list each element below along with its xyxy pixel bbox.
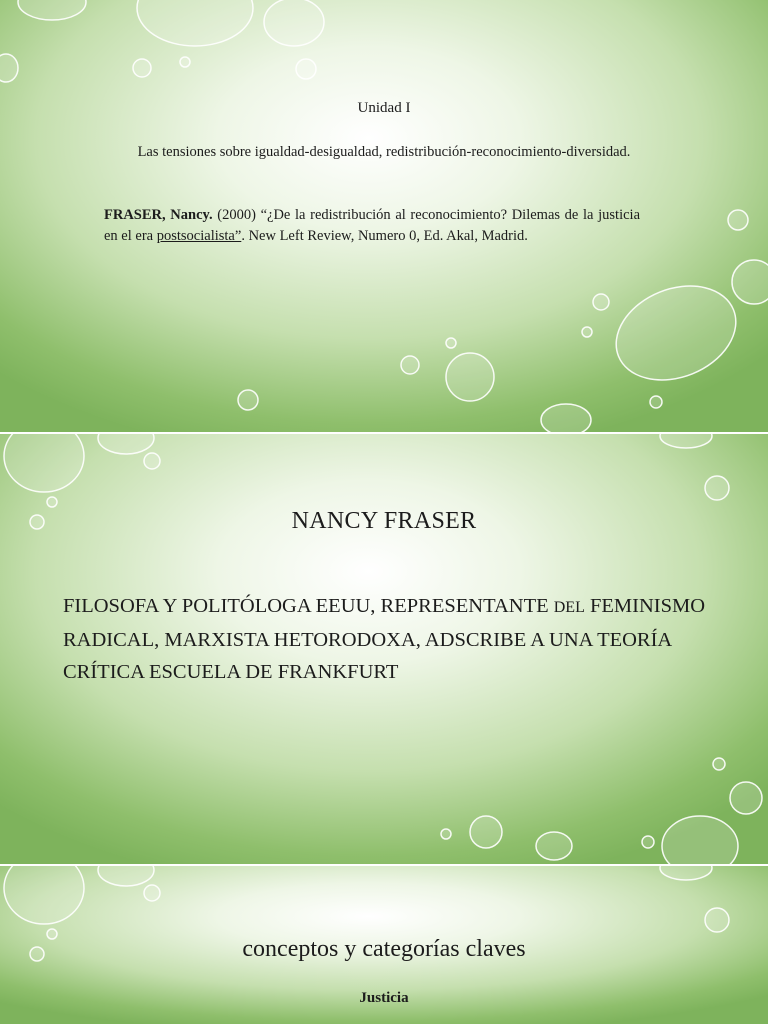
body-text-part-2: FEMINISMO RADICAL, MARXISTA HETORODOXA, ADSCRIBE A UNA TEORÍA CRÍTICA ESCUELA DE FRANKFURT <box>63 595 706 683</box>
body-text-part-1: FILOSOFA Y POLITÓLOGA EEUU, REPRESENTANTE <box>63 595 554 617</box>
reference-year: (2000) <box>217 207 256 223</box>
slide-title: conceptos y categorías claves <box>242 936 526 962</box>
slide-body-text <box>63 590 723 688</box>
slide-1 <box>0 0 768 432</box>
body-text-smallcaps: DEL <box>553 599 585 616</box>
reference-title-underlined: postsocialista” <box>156 228 242 244</box>
slide-2 <box>0 434 768 864</box>
slide-title: NANCY FRASER <box>291 508 477 534</box>
reference-title: “¿De la redistribución al reconocimiento? Dilemas de la justicia en el era <box>104 207 641 244</box>
slide-subtitle: Las tensiones sobre igualdad-desigualdad, redistribución-reconocimiento-diversidad. <box>137 144 631 160</box>
slide-subtitle: Justicia <box>359 990 409 1006</box>
reference-publication: . New Left Review, Numero 0, Ed. Akal, Madrid. <box>241 228 528 244</box>
bibliographic-reference <box>104 205 640 247</box>
unit-heading: Unidad I <box>357 100 411 116</box>
slide-3 <box>0 866 768 1024</box>
reference-author: FRASER, Nancy. <box>104 207 213 223</box>
